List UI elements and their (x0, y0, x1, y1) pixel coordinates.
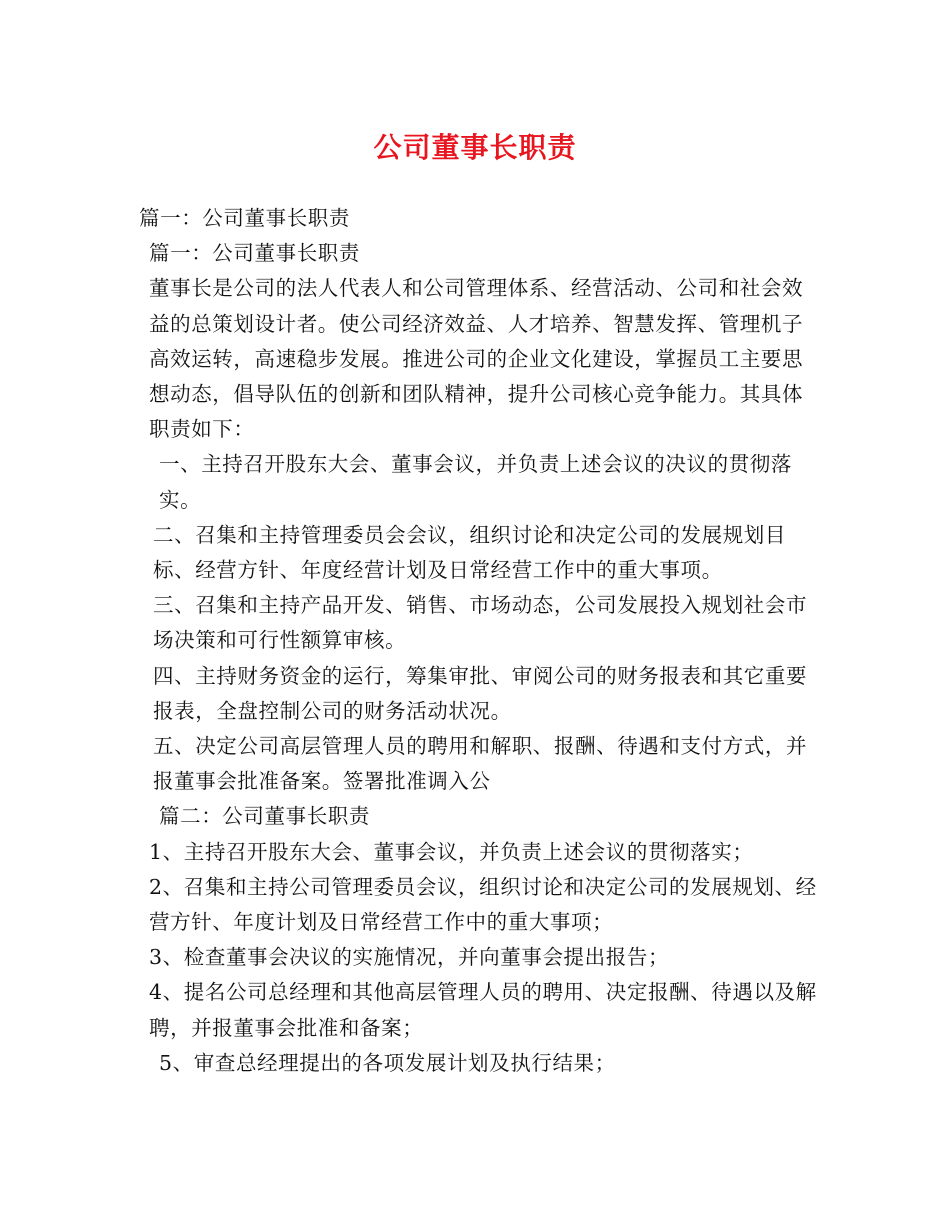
numbered-item-3: 3、检查董事会决议的实施情况，并向董事会提出报告； (149, 945, 670, 970)
duty-item-5: 五、决定公司高层管理人员的聘用和解职、报酬、待遇和支付方式，并报董事会批准备案。签署批准调入公 (153, 734, 808, 794)
numbered-item-5: 5、审查总经理提出的各项发展计划及执行结果； (159, 1050, 616, 1075)
duty-item-3: 三、召集和主持产品开发、销售、市场动态，公司发展投入规划社会市场决策和可行性额算审核。 (153, 593, 808, 653)
intro-paragraph: 董事长是公司的法人代表人和公司管理体系、经营活动、公司和社会效益的总策划设计者。使公司经济效益、人才培养、智慧发挥、管理机子高效运转，高速稳步发展。推进公司的企业文化建设，掌握员工主要思想动态，倡导队伍的创新和团队精神，提升公司核心竞争能力。其具体职责如下： (149, 276, 804, 442)
section-heading-2: 篇二：公司董事长职责 (159, 804, 370, 829)
numbered-item-2: 2、召集和主持公司管理委员会议，组织讨论和决定公司的发展规划、经营方针、年度计划及日常经营工作中的重大事项； (149, 874, 817, 935)
numbered-item-4: 4、提名公司总经理和其他高层管理人员的聘用、决定报酬、待遇以及解聘，并报董事会批准和备案； (149, 980, 817, 1040)
section-heading-1: 篇一：公司董事长职责 (139, 206, 350, 230)
document-title: 公司董事长职责 (373, 131, 577, 164)
document-body (139, 201, 819, 1081)
numbered-item-1: 1、主持召开股东大会、董事会议，并负责上述会议的贯彻落实； (149, 839, 754, 864)
section-subheading-1: 篇一：公司董事长职责 (149, 241, 360, 266)
duty-item-4: 四、主持财务资金的运行，筹集审批、审阅公司的财务报表和其它重要报表，全盘控制公司的财务活动状况。 (153, 663, 808, 723)
duty-item-1: 一、主持召开股东大会、董事会议，并负责上述会议的决议的贯彻落实。 (159, 452, 792, 512)
duty-item-2: 二、召集和主持管理委员会会议，组织讨论和决定公司的发展规划目标、经营方针、年度经营计划及日常经营工作中的重大事项。 (153, 522, 786, 583)
